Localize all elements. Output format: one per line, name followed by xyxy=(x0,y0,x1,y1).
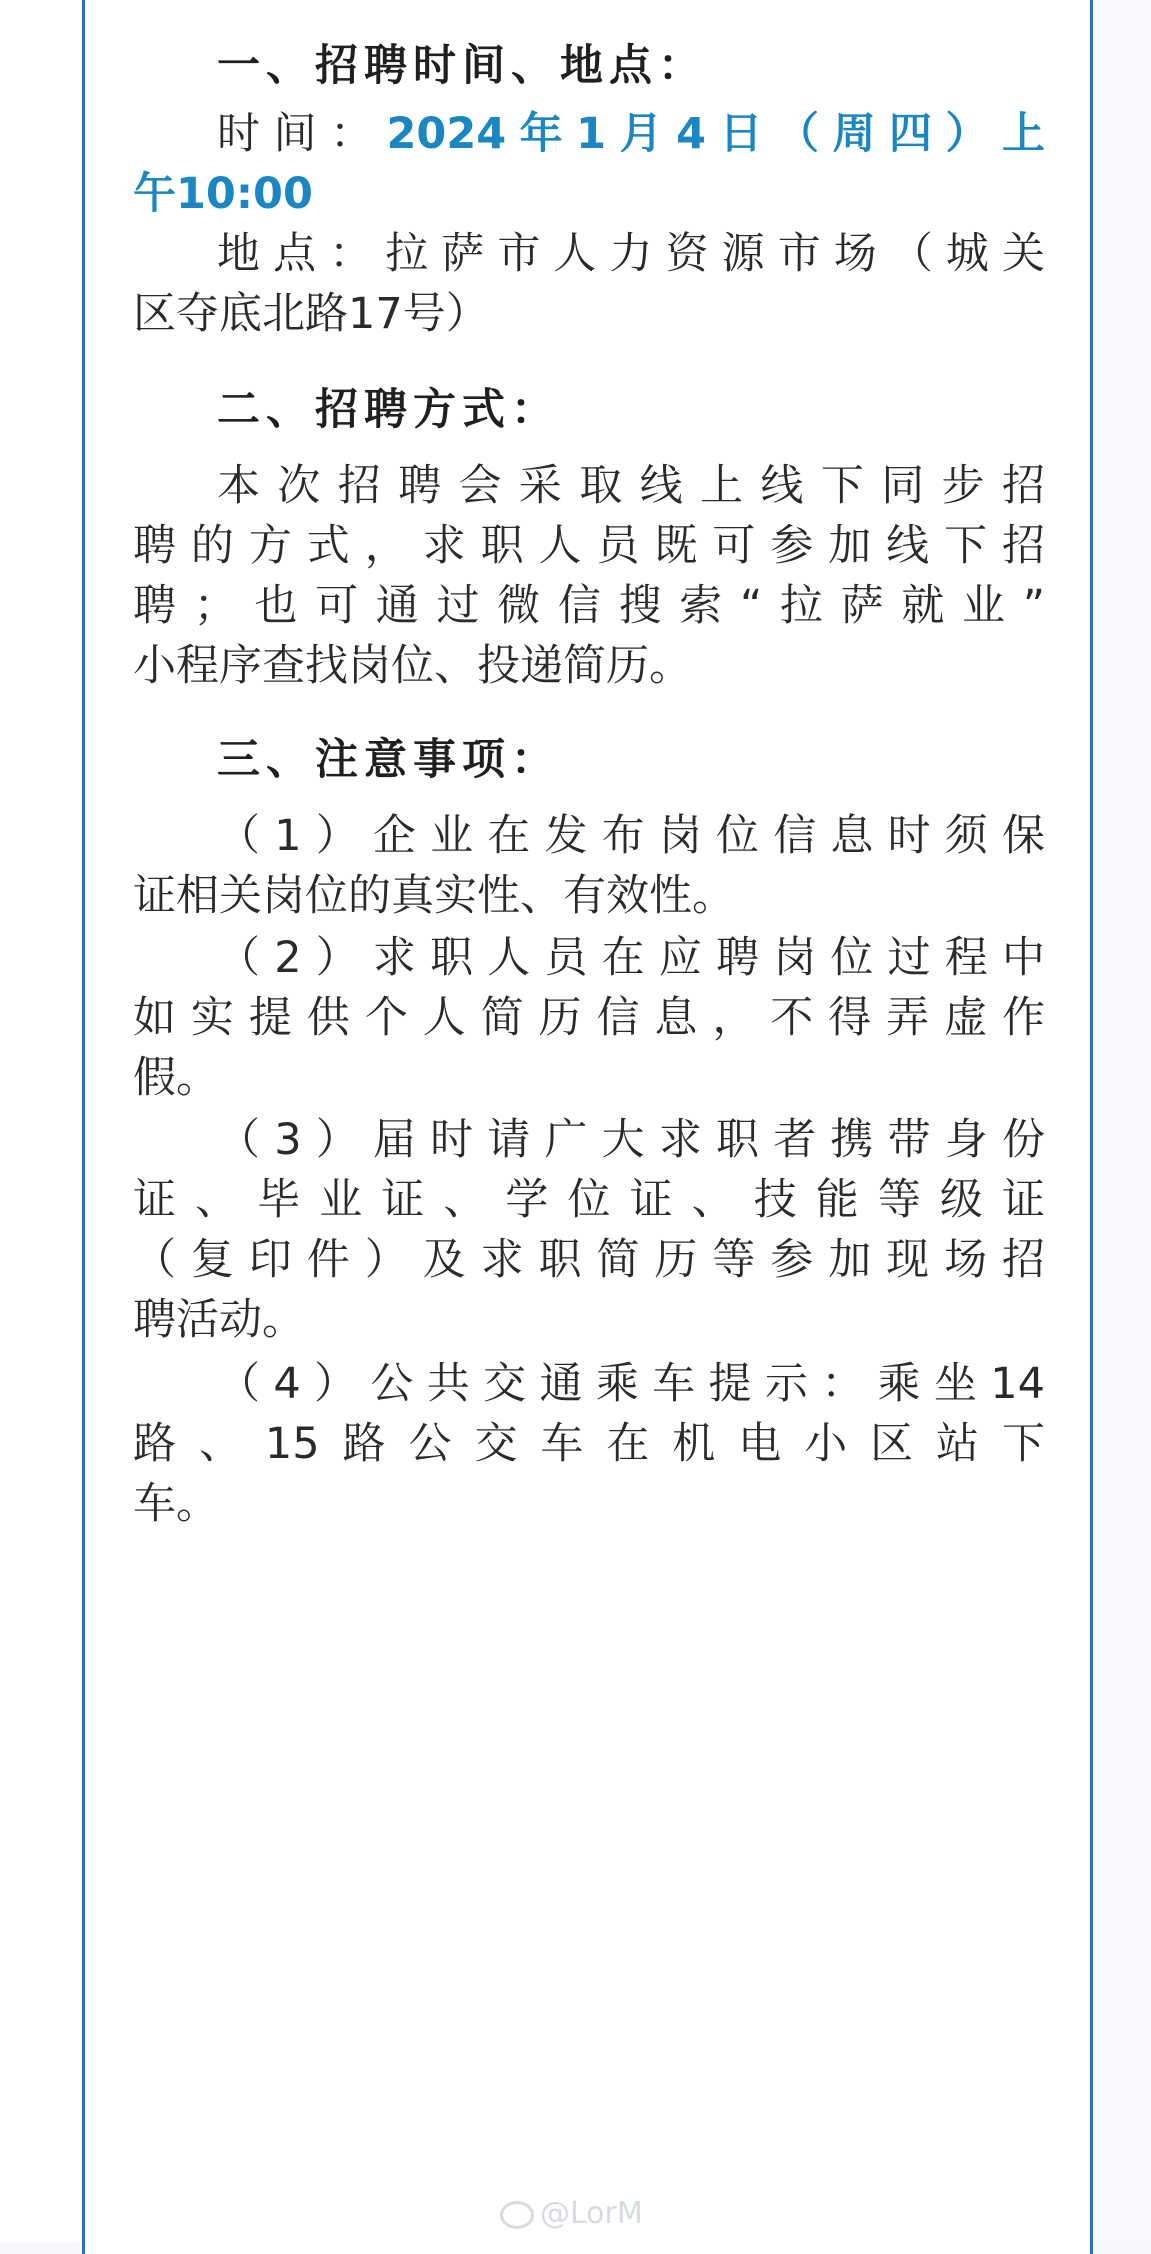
note-1-line: （1）企业在发布岗位信息时须保 xyxy=(217,811,1045,861)
note-1-line: 证相关岗位的真实性、有效性。 xyxy=(133,871,735,921)
time-value-cont: 午10:00 xyxy=(133,169,313,219)
note-3-line: （3）届时请广大求职者携带身份 xyxy=(217,1115,1045,1165)
note-4-line: 车。 xyxy=(133,1479,219,1529)
place-line-2: 区夺底北路17号） xyxy=(133,289,489,339)
method-line: 本次招聘会采取线上线下同步招 xyxy=(217,461,1045,511)
note-3-line: （复印件）及求职简历等参加现场招 xyxy=(133,1235,1045,1285)
place-line: 地点：拉萨市人力资源市场（城关 xyxy=(217,229,1045,279)
note-3-line: 证、毕业证、学位证、技能等级证 xyxy=(133,1175,1045,1225)
right-margin xyxy=(1093,0,1151,2242)
time-value: 2024年1月4日（周四）上 xyxy=(386,109,1045,159)
watermark-text: @LorM xyxy=(540,2196,643,2231)
article-frame xyxy=(82,0,1093,2254)
note-4-line: 路、15路公交车在机电小区站下 xyxy=(133,1419,1045,1469)
watermark xyxy=(500,2196,643,2231)
section-heading-time-place: 一、招聘时间、地点： xyxy=(217,41,707,91)
note-2-line: 如实提供个人简历信息，不得弄虚作 xyxy=(133,993,1045,1043)
note-4-line: （4）公共交通乘车提示：乘坐14 xyxy=(217,1359,1045,1409)
method-line: 小程序查找岗位、投递简历。 xyxy=(133,641,692,691)
note-2-line: （2）求职人员在应聘岗位过程中 xyxy=(217,933,1045,983)
method-line: 聘的方式，求职人员既可参加线下招 xyxy=(133,521,1045,571)
time-line-2 xyxy=(133,160,1045,221)
method-line: 聘；也可通过微信搜索“拉萨就业” xyxy=(133,581,1045,631)
note-3-line: 聘活动。 xyxy=(133,1295,305,1345)
note-2-line: 假。 xyxy=(133,1053,219,1103)
left-margin xyxy=(0,0,82,2242)
time-label: 时间： xyxy=(217,109,387,159)
section-heading-method: 二、招聘方式： xyxy=(217,385,560,435)
weibo-eye-icon xyxy=(500,2201,534,2229)
section-heading-notes: 三、注意事项： xyxy=(217,735,560,785)
time-line xyxy=(217,100,1045,161)
